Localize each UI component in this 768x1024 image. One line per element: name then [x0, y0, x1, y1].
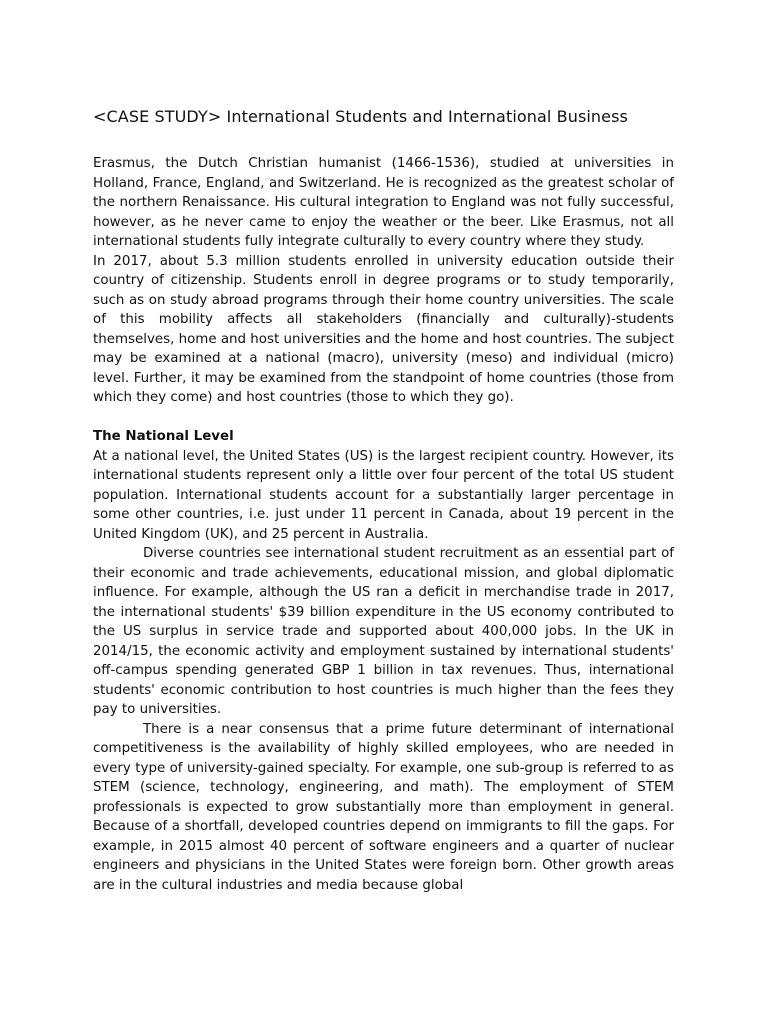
section-paragraph-3: There is a near consensus that a prime future determinant of international competitiveness is the availability of highly skilled employees, who are needed in every type of university-gained specialty. For example, one sub-group is referred to as STEM (science, technology, engineering, and math). The employment of STEM professionals is expected to grow substantially more than employment in general. Because of a shortfall, developed countries depend on immigrants to fill the gaps. For example, in 2015 almost 40 percent of software engineers and a quarter of nuclear engineers and physicians in the United States were foreign born. Other growth areas are in the cultural industries and media because global [93, 721, 674, 893]
intro-paragraph-1: Erasmus, the Dutch Christian humanist (1466-1536), studied at universities in Holland, France, England, and Switzerland. He is recognized as the greatest scholar of the northern Renaissance. His cultural integration to England was not fully successful, however, as he never came to enjoy the weather or the beer. Like Erasmus, not all international students fully integrate culturally to every country where they study. [93, 156, 674, 249]
intro-paragraph-2: In 2017, about 5.3 million students enrolled in university education outside their country of citizenship. Students enroll in degree programs or to study temporarily, such as on study abroad programs through their home country universities. The scale of this mobility affects all stakeholders (financially and culturally)-students themselves, home and host universities and the home and host countries. The subject may be examined at a national (macro), university (meso) and individual (micro) level. Further, it may be examined from the standpoint of home countries (those from which they come) and host countries (those to which they go). [93, 253, 674, 405]
section-paragraph-2: Diverse countries see international student recruitment as an essential part of their economic and trade achievements, educational mission, and global diplomatic influence. For example, although the US ran a deficit in merchandise trade in 2017, the international students' $39 billion expenditure in the US economy contributed to the US surplus in service trade and supported about 400,000 jobs. In the UK in 2014/15, the economic activity and employment sustained by international students' off-campus spending generated GBP 1 billion in tax revenues. Thus, international students' economic contribution to host countries is much higher than the fees they pay to universities. [93, 546, 674, 717]
section-heading: The National Level [93, 429, 234, 444]
document-title: <CASE STUDY> International Students and International Business [93, 107, 628, 126]
document-page [93, 106, 674, 895]
section-paragraph-1: At a national level, the United States (US) is the largest recipient country. However, its international students represent only a little over four percent of the total US student population. International students account for a substantially larger percentage in some other countries, i.e. just under 11 percent in Canada, about 19 percent in the United Kingdom (UK), and 25 percent in Australia. [93, 448, 674, 542]
paragraph-gap [93, 408, 674, 428]
